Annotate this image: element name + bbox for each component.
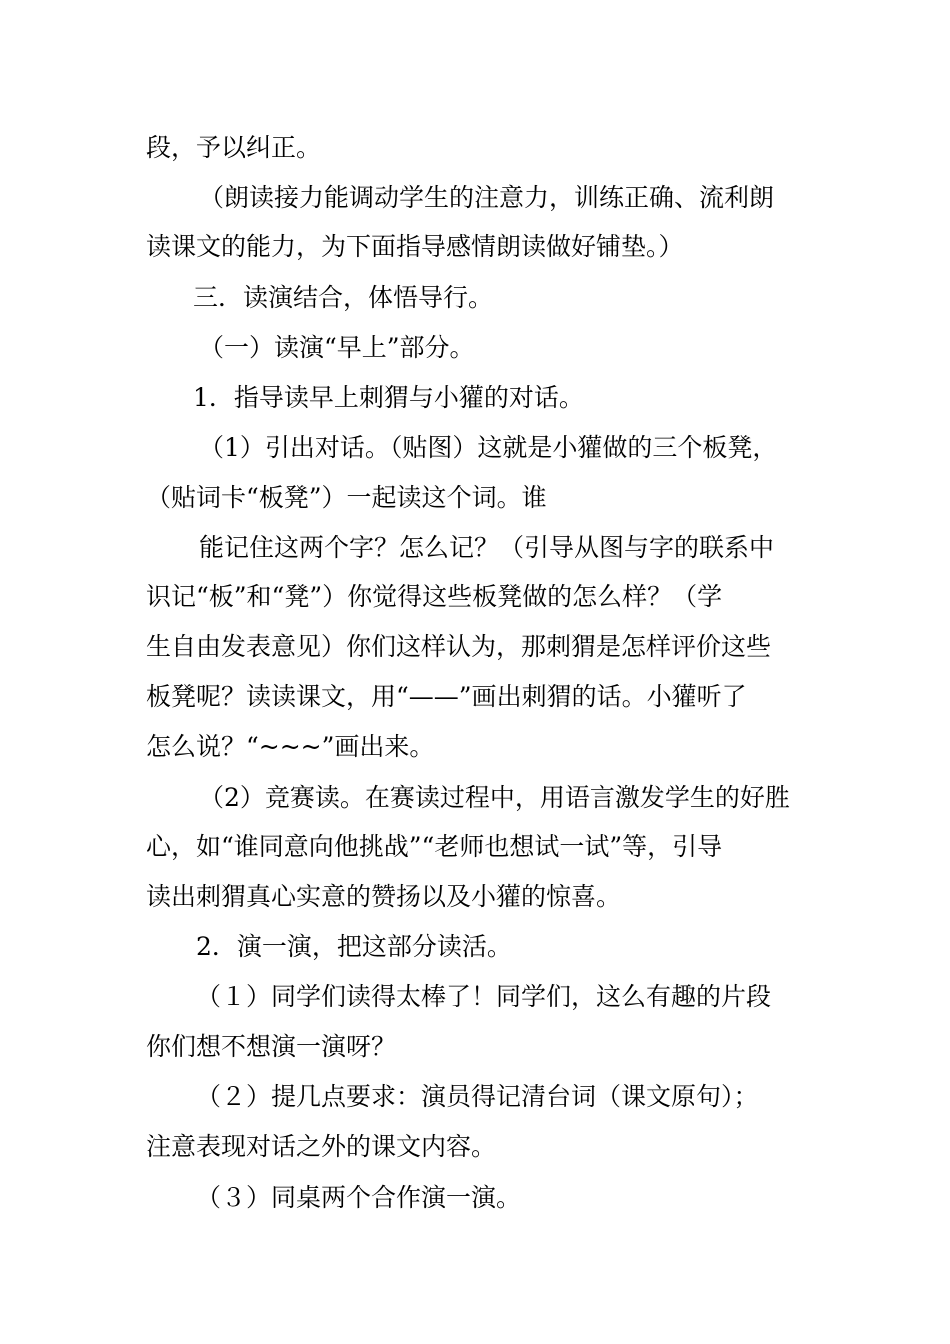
text-line: （２）提几点要求：演员得记清台词（课文原句）； — [196, 1082, 759, 1111]
text-line: 能记住这两个字？怎么记？（引导从图与字的联系中 — [199, 533, 775, 562]
text-line: 识记“板”和“凳”）你觉得这些板凳做的怎么样？（学 — [146, 582, 723, 611]
text-line: （朗读接力能调动学生的注意力，训练正确、流利朗 — [199, 183, 775, 212]
text-line: 板凳呢？读读课文，用“——”画出刺猬的话。小獾听了 — [146, 682, 747, 711]
text-line: （贴词卡“板凳”）一起读这个词。谁 — [146, 483, 547, 512]
step-heading: 2．演一演，把这部分读活。 — [196, 932, 512, 961]
step-heading: 1．指导读早上刺猬与小獾的对话。 — [193, 383, 584, 412]
text-line: （３）同桌两个合作演一演。 — [196, 1183, 522, 1212]
text-line: （1）引出对话。（贴图）这就是小獾做的三个板凳， — [199, 433, 778, 462]
text-line: 你们想不想演一演呀？ — [146, 1032, 397, 1061]
text-line: （１）同学们读得太棒了！同学们，这么有趣的片段 — [196, 982, 772, 1011]
text-line: 读出刺猬真心实意的赞扬以及小獾的惊喜。 — [146, 882, 622, 911]
text-line: （2）竞赛读。在赛读过程中，用语言激发学生的好胜 — [199, 783, 790, 812]
section-heading: 三．读演结合，体悟导行。 — [193, 283, 494, 312]
text-line: 段，予以纠正。 — [146, 133, 322, 162]
text-line: 怎么说？“~~~”画出来。 — [146, 732, 435, 761]
text-line: 读课文的能力，为下面指导感情朗读做好铺垫。） — [146, 232, 684, 261]
text-line: 注意表现对话之外的课文内容。 — [146, 1132, 497, 1161]
text-line: 心，如“谁同意向他挑战”“老师也想试一试”等，引导 — [146, 832, 723, 861]
subsection-heading: （一）读演“早上”部分。 — [199, 333, 475, 362]
text-line: 生自由发表意见）你们这样认为，那刺猬是怎样评价这些 — [146, 632, 772, 661]
